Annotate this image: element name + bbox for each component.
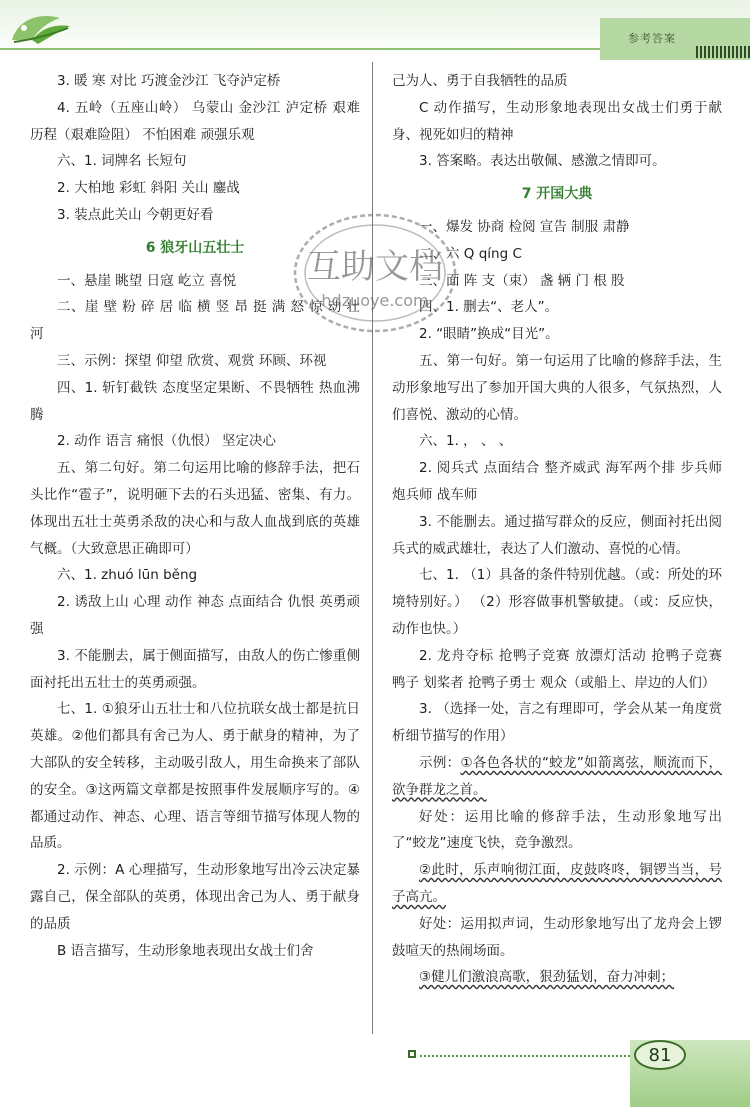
- lesson-title: 7 开国大典: [521, 186, 593, 203]
- answer-line: 好处：运用拟声词，生动形象地写出了龙舟会上锣鼓喧天的热闹场面。: [392, 915, 722, 959]
- watermark-sub: hdzuoye.com: [321, 291, 429, 310]
- answer-line: 3. 答案略。表达出敬佩、感激之情即可。: [419, 153, 666, 170]
- watermark-main: 互助文档: [307, 247, 443, 287]
- answer-line: 3. 不能删去。通过描写群众的反应，侧面衬托出阅兵式的威武雄壮，表达了人们激动、喜悦的心情。: [392, 513, 722, 557]
- answer-line: B 语言描写，生动形象地表现出女战士们舍: [57, 942, 314, 959]
- underlined-quote: ③健儿们激浪高歌，狠劲猛划，奋力冲刺；: [419, 969, 675, 986]
- answer-line: 3. （选择一处，言之有理即可，学会从某一角度赏析细节描写的作用）: [392, 701, 722, 745]
- answer-line: 六、1. 词牌名 长短句: [57, 153, 187, 170]
- answer-line: 2. 阅兵式 点面结合 整齐威武 海军两个排 步兵师 炮兵师 战车师: [392, 460, 722, 503]
- answer-line: 3. 不能删去，属于侧面描写，由敌人的伤亡惨重侧面衬托出五壮士的英勇顽强。: [30, 647, 360, 691]
- header-rule: [0, 48, 600, 50]
- answer-line: C 动作描写，生动形象地表现出女战士们勇于献身、视死如归的精神: [392, 99, 722, 143]
- answer-line: 2. 龙舟夺标 抢鸭子竞赛 放漂灯活动 抢鸭子竞赛 鸭子 划桨者 抢鸭子勇士 观众（或船上、岸边的人们）: [392, 647, 722, 691]
- answer-line: 七、1. ①狼牙山五壮士和八位抗联女战士都是抗日英雄。②他们都具有舍己为人、勇于献身的精神，为了大部队的安全转移，主动吸引敌人，用生命换来了部队的安全。③这两篇文章都是按照事件发展顺序写的。④都通过动作、神态、心理、语言等细节描写体现人物的品质。: [30, 701, 360, 852]
- leaf-logo-icon: [8, 6, 78, 50]
- answer-line: 六、1. ， 、 、: [419, 433, 513, 450]
- example-prefix: 示例：: [419, 754, 461, 771]
- answer-line: 七、1. （1）具备的条件特别优越。（或：所处的环境特别好。） （2）形容做事机警敏捷。（或：反应快，动作也快。）: [392, 567, 722, 637]
- answer-line: 五、第二句好。第二句运用比喻的修辞手法，把石头比作“雹子”，说明砸下去的石头迅猛、密集、有力。体现出五壮士英勇杀敌的决心和与敌人血战到底的英雄气概。（大致意思正确即可）: [30, 460, 360, 557]
- answer-line: 三、示例：探望 仰望 欣赏、观赏 环顾、环视: [57, 352, 327, 369]
- underlined-quote: ②此时，乐声响彻江面，皮鼓咚咚，铜锣当当，号子高亢。: [392, 862, 722, 905]
- left-column: [30, 68, 360, 964]
- answer-line: 3. 装点此关山 今朝更好看: [57, 206, 214, 223]
- watermark-stamp: [290, 208, 460, 338]
- answer-line: 六、1. zhuó lūn běng: [57, 567, 198, 584]
- header-label: 参考答案: [628, 32, 676, 45]
- answer-line: 2. 示例：A 心理描写，生动形象地写出冷云决定暴露自己，保全部队的英勇，体现出舍己为人、勇于献身的品质: [30, 862, 360, 932]
- answer-line: 一、悬崖 眺望 日寇 屹立 喜悦: [57, 272, 237, 289]
- footer-dotted-rule: [420, 1055, 630, 1057]
- example-line: [392, 857, 722, 911]
- answer-line: 2. 动作 语言 痛恨（仇恨） 坚定决心: [57, 433, 277, 450]
- example-line: [392, 964, 722, 991]
- header-stripes: [696, 46, 750, 58]
- answer-line: 2. 大柏地 彩虹 斜阳 关山 鏖战: [57, 180, 240, 197]
- answer-line: 一、爆发 协商 检阅 宣告 制服 肃静: [419, 218, 630, 235]
- answer-line: 4. 五岭（五座山岭） 乌蒙山 金沙江 泸定桥 艰难历程（艰难险阻） 不怕困难 顽强乐观: [30, 99, 360, 143]
- page-number: 81: [634, 1040, 686, 1070]
- answer-line: 3. 暖 寒 对比 巧渡金沙江 飞夺泸定桥: [57, 73, 281, 89]
- underlined-quote: ①各色各状的“蛟龙”如箭离弦，顺流而下，欲争群龙之首。: [392, 754, 723, 798]
- right-column: [392, 68, 722, 991]
- answer-line: 2. “眼睛”换成“目光”。: [419, 326, 559, 343]
- answer-line: 2. 诱敌上山 心理 动作 神态 点面结合 仇恨 英勇顽强: [30, 594, 360, 637]
- answer-line: 四、1. 删去“、老人”。: [419, 299, 559, 316]
- example-line: [392, 750, 722, 804]
- answer-line: 二、六 Q qíng C: [419, 245, 522, 262]
- answer-line: 己为人、勇于自我牺牲的品质: [392, 73, 568, 89]
- answer-line: 四、1. 斩钉截铁 态度坚定果断、不畏牺牲 热血沸腾: [30, 379, 360, 423]
- answer-line: 好处：运用比喻的修辞手法，生动形象地写出了“蛟龙”速度飞快，竞争激烈。: [392, 808, 722, 852]
- footer-square-icon: [408, 1050, 416, 1058]
- answer-line: 五、第一句好。第一句运用了比喻的修辞手法，生动形象地写出了参加开国大典的人很多，气氛热烈，人们喜悦、激动的心情。: [392, 352, 722, 423]
- answer-line: 三、面 阵 支（束） 盏 辆 门 根 股: [419, 272, 625, 289]
- lesson-title: 6 狼牙山五壮士: [145, 239, 245, 256]
- answer-line: 二、崖 壁 粉 碎 居 临 横 竖 昂 挺 满 怒 惊 动 壮 河: [30, 299, 360, 343]
